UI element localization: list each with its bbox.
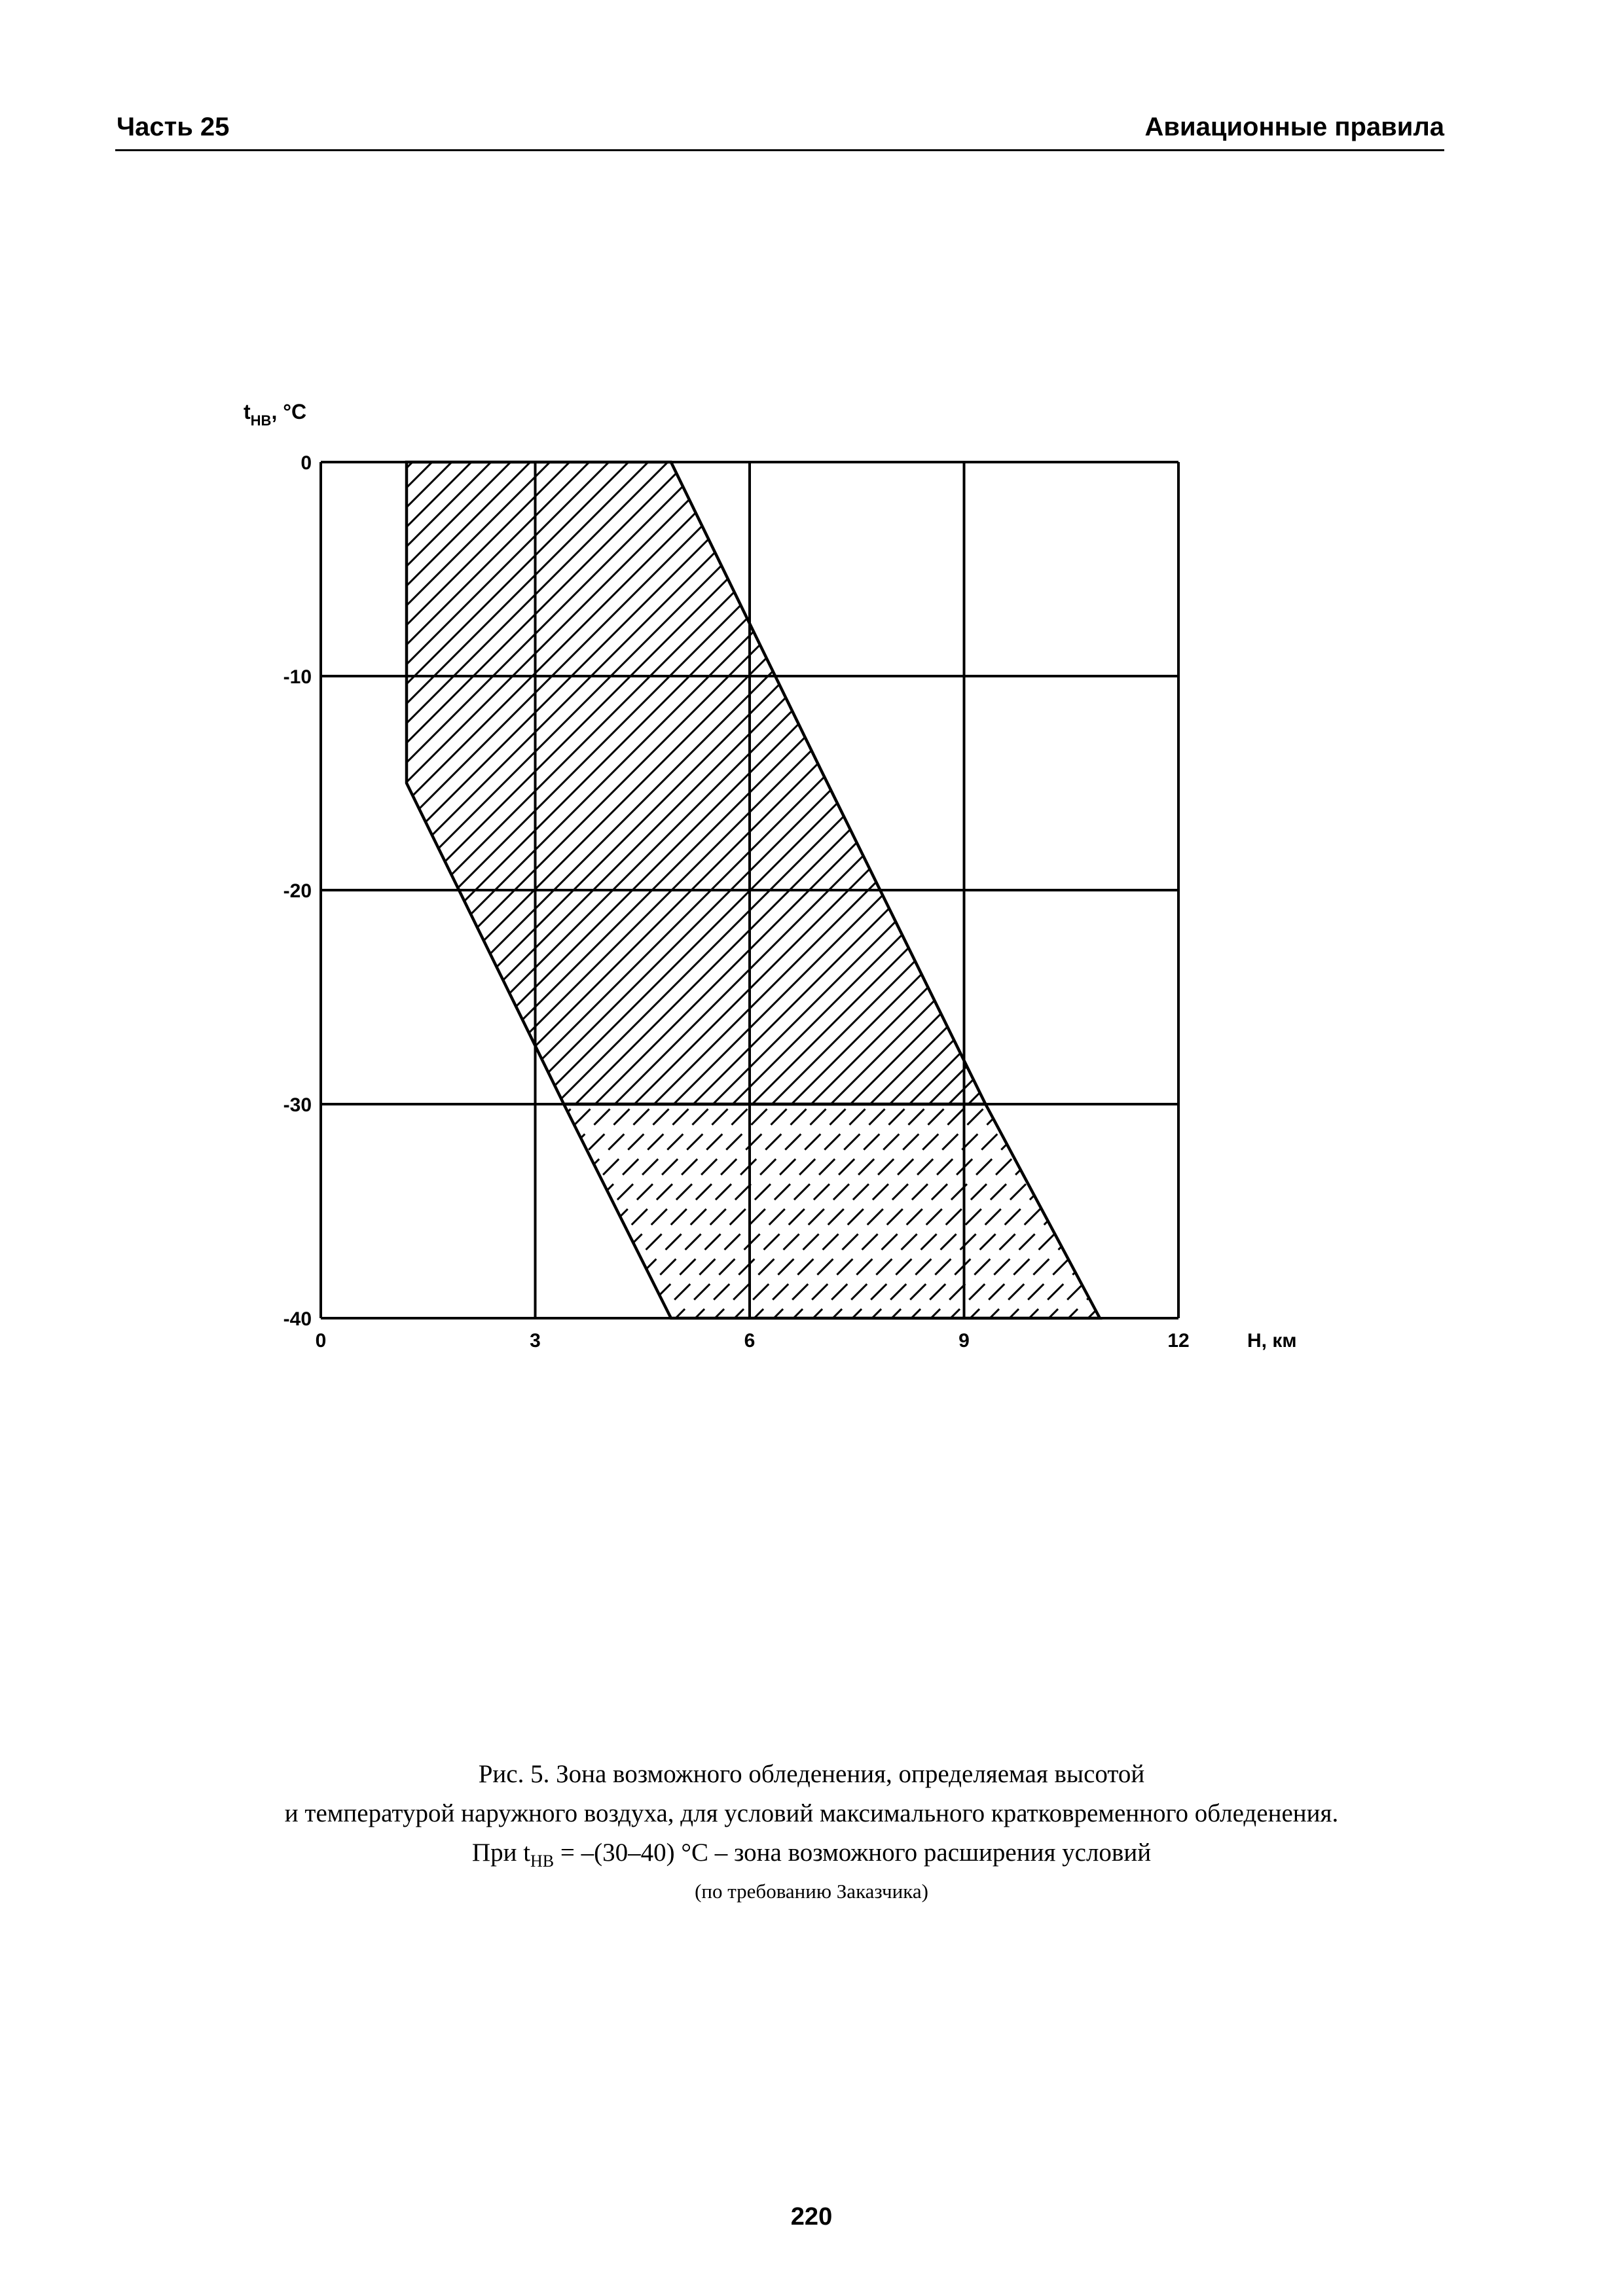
hatch-line (1199, 456, 1623, 1325)
hatch-line (0, 456, 282, 1325)
hatch-line (1239, 456, 1623, 1325)
x-tick-label: 0 (315, 1330, 327, 1352)
hatch-line (1180, 456, 1623, 1325)
hatch-line (0, 456, 203, 1325)
hatch-line (1278, 456, 1623, 1325)
hatch-line (1239, 456, 1623, 1325)
x-tick-label: 9 (958, 1330, 970, 1352)
hatch-line (0, 456, 262, 1325)
y-axis-label: $t_{НВ}$, °C (244, 400, 307, 429)
hatch-line (0, 456, 282, 1325)
hatch-line (0, 456, 242, 1325)
header-part: Часть 25 (117, 113, 230, 141)
header-title: Авиационные правила (1144, 113, 1444, 141)
y-tick-label: -30 (283, 1094, 312, 1116)
chart-grid (321, 462, 1178, 1318)
hatch-line (0, 456, 262, 1325)
x-tick-label: 3 (530, 1330, 541, 1352)
hatch-line (1121, 456, 1623, 1325)
hatch-line (1121, 456, 1623, 1325)
hatch-line (1160, 456, 1623, 1325)
x-axis-label: H, км (1247, 1330, 1297, 1352)
x-tick-label: 12 (1167, 1330, 1190, 1352)
hatch-line (1219, 456, 1623, 1325)
hatch-line (0, 456, 242, 1325)
hatch-line (0, 456, 301, 1325)
hatch-line (0, 456, 223, 1325)
caption-line-1: Рис. 5. Зона возможного обледенения, определяемая высотой (478, 1760, 1145, 1788)
hatch-line (1140, 456, 1623, 1325)
hatch-line (1180, 456, 1623, 1325)
hatch-line (1298, 456, 1623, 1325)
hatch-line (1298, 456, 1623, 1325)
hatch-line (0, 456, 223, 1325)
hatch-line (1258, 456, 1623, 1325)
tick-labels (283, 452, 1190, 1352)
hatch-line (1160, 456, 1623, 1325)
caption-line-4: (по требованию Заказчика) (695, 1880, 928, 1903)
page-number: 220 (790, 2203, 833, 2231)
hatch-line (1258, 456, 1623, 1325)
hatch-line (0, 456, 321, 1325)
caption-line-2: и температурой наружного воздуха, для условий максимального кратковременного обледенения. (284, 1799, 1339, 1827)
hatch-line (1140, 456, 1623, 1325)
y-tick-label: -10 (283, 666, 312, 688)
hatch-line (1199, 456, 1623, 1325)
caption-line-3: При $t_{НВ} = -(30-40)$ °C – зона возможного расширения условий (471, 1839, 1152, 1871)
y-tick-label: 0 (301, 452, 312, 474)
hatch-line (0, 456, 301, 1325)
y-tick-label: -40 (283, 1308, 312, 1330)
hatch-line (0, 456, 203, 1325)
x-tick-label: 6 (744, 1330, 756, 1352)
hatch-line (1278, 456, 1623, 1325)
hatch-line (0, 456, 321, 1325)
hatch-line (1219, 456, 1623, 1325)
y-tick-label: -20 (283, 880, 312, 902)
